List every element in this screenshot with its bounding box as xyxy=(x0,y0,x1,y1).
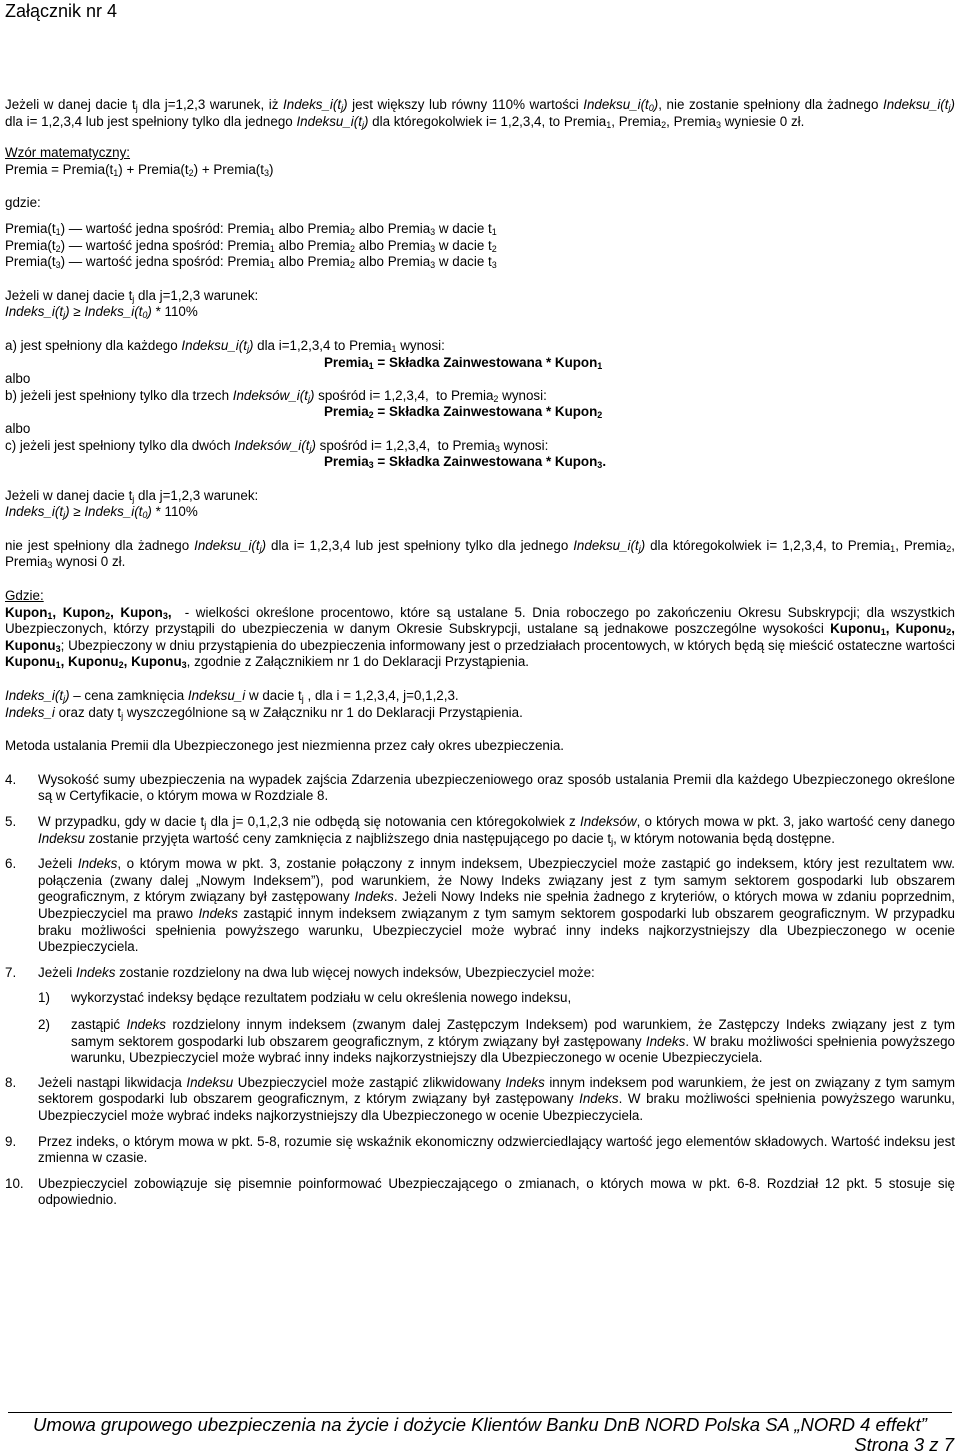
paragraph-kupony: Kupon$_1$, Kupon$_2$, Kupon$_3$, - wielkości określone procentowo, które są ustalane 5. Dnia roboczego po zakończeniu Okresu Subskrypcji; dla wszystkich Ubezpieczonych, którzy przystąpili do ubezpieczenia w danym Okresie Subskrypcji, ustalane są jednakowe poszczególne wysokości Kuponu$_1$, Kuponu$_2$, Kuponu$_3$; Ubezpieczony w dniu przystąpienia do ubezpieczenia informowany jest o przedziałach procentowych, w których będą się mieścić ostateczne wartości Kuponu$_1$, Kuponu$_2$, Kuponu$_3$, zgodnie z Załącznikiem nr 1 do Deklaracji Przystąpienia. xyxy=(5,604,955,671)
list-item-8 xyxy=(5,1075,955,1125)
case-b: b) jeżeli jest spełniony tylko dla trzech $Indeksów\_i(t_j)$ spośród i= 1,2,3,4, to Premia$_2$ wynosi: xyxy=(5,387,547,404)
list-item-number: 5. xyxy=(5,814,17,829)
list-item-10 xyxy=(5,1176,955,1209)
list-item-9 xyxy=(5,1134,955,1167)
list-item-7 xyxy=(5,965,955,982)
definition-premia-t2: $Premia(t_2)$ — wartość jedna spośród: Premia$_1$ albo Premia$_2$ albo Premia$_3$ w dacie $t_2$ xyxy=(5,237,497,254)
document-body xyxy=(5,97,955,1218)
albo-2: albo xyxy=(5,420,31,436)
definition-premia-t3: $Premia(t_3)$ — wartość jedna spośród: Premia$_1$ albo Premia$_2$ albo Premia$_3$ w dacie $t_3$ xyxy=(5,254,497,271)
sub-item-text: zastąpić Indeks rozdzielony innym indeksem (zwanym dalej Zastępczym Indeksem) pod warunkiem, że Zastępczy Indeks związany jest z tym samym sektorem gospodarki lub obszarem geograficznym, z którym związany był zastępowany Indeks. W braku możliwości spełnienia powyższego warunku, Ubezpieczyciel może wybrać inny indeks najkorzystniejszy dla Ubezpieczonego w ocenie Ubezpieczyciela. xyxy=(71,1016,956,1066)
gdzie-label: gdzie: xyxy=(5,195,41,211)
paragraph-metoda: Metoda ustalania Premii dla Ubezpieczonego jest niezmienna przez cały okres ubezpieczenia. xyxy=(5,738,564,754)
paragraph-indeks-dates: Indeks_i oraz daty $t_j$ wyszczególnione są w Załączniku nr 1 do Deklaracji Przystąpienia. xyxy=(5,704,523,721)
list-item-text: Jeżeli Indeks, o którym mowa w pkt. 3, zostanie połączony z innym indeksem, Ubezpieczyciel może zastąpić go indeksem, który jest rezultatem ww. połączenia (zwany dalej „Nowym Indeksem”), pod warunkiem, że Nowy Indeks związany jest z tym samym sektorem gospodarki lub obszarem geograficznym, z którym związany był zastępowany Indeks. Jeżeli Nowy Indeks nie spełnia żadnego z kryteriów, o których mowa w zdaniu poprzednim, Ubezpieczyciel ma prawo Indeks zastąpić innym indeksem związanym z tym samym sektorem gospodarki lub obszarem geograficznym. W przypadku braku możliwości spełnienia powyższego warunku, Ubezpieczyciel może wybrać inny indeks najkorzystniejszy dla Ubezpieczonego w ocenie Ubezpieczyciela. xyxy=(38,856,955,955)
paragraph-not-met: nie jest spełniony dla żadnego $Indeksu\_i(t_j)$ dla i= 1,2,3,4 lub jest spełniony tylko dla jednego $Indeksu\_i(t_j)$ dla któregokolwiek i= 1,2,3,4, to Premia$_1$, Premia$_2$, Premia$_3$ wynosi 0 zł. xyxy=(5,537,955,571)
list-item-text: Jeżeli Indeks zostanie rozdzielony na dwa lub więcej nowych indeksów, Ubezpieczyciel może: xyxy=(38,964,595,980)
list-item-number: 9. xyxy=(5,1133,17,1149)
albo-1: albo xyxy=(5,371,31,387)
formula-heading: Wzór matematyczny: xyxy=(5,145,131,161)
footer-document-title: Umowa grupowego ubezpieczenia na życie i dożycie Klientów Banku DnB NORD Polska SA „NORD 4 effekt” xyxy=(33,1414,927,1435)
sub-item-2 xyxy=(5,1017,955,1067)
list-item-number: 8. xyxy=(5,1074,17,1090)
sub-item-number: 2) xyxy=(38,1016,50,1032)
list-item-text: W przypadku, gdy w dacie $t_j$ dla j= 0,1,2,3 nie odbędą się notowania cen któregokolwiek z Indeksów, o których mowa w pkt. 3, jako wartość ceny danego Indeksu zostanie przyjęta wartość ceny zamknięcia z najbliższego dnia następującego po dacie $t_j$, w którym notowania będą dostępne. xyxy=(38,814,955,847)
premia3-formula: Premia$_3$ = Składka Zainwestowana * Kupon$_3$. xyxy=(324,454,607,471)
premia1-formula: Premia$_1$ = Składka Zainwestowana * Kupon$_1$ xyxy=(324,354,603,371)
definition-premia-t1: $Premia(t_1)$ — wartość jedna spośród: Premia$_1$ albo Premia$_2$ albo Premia$_3$ w dacie $t_1$ xyxy=(5,220,497,237)
page-header-title: Załącznik nr 4 xyxy=(5,1,118,21)
footer-page-number: Strona 3 z 7 xyxy=(854,1434,954,1455)
gdzie-label-2: Gdzie: xyxy=(5,588,44,604)
footer-divider xyxy=(8,1412,952,1413)
premia2-formula: Premia$_2$ = Składka Zainwestowana * Kupon$_2$ xyxy=(324,404,603,421)
list-item-4 xyxy=(5,772,955,805)
list-item-6 xyxy=(5,856,955,956)
list-item-number: 10. xyxy=(5,1175,24,1191)
list-item-number: 6. xyxy=(5,856,17,872)
premia-formula: Premia = $Premia(t_1)$ + $Premia(t_2)$ + $Premia(t_3)$ xyxy=(5,161,274,178)
sub-item-text: wykorzystać indeksy będące rezultatem podziału w celu określenia nowego indeksu, xyxy=(71,990,572,1006)
list-item-text: Ubezpieczyciel zobowiązuje się pisemnie poinformować Ubezpieczającego o zmianach, o których mowa w pkt. 6-8. Rozdział 12 pkt. 5 stosuje się odpowiednio. xyxy=(38,1175,955,1208)
list-item-text: Wysokość sumy ubezpieczenia na wypadek zajścia Zdarzenia ubezpieczeniowego oraz sposób ustalania Premii dla każdego Ubezpieczonego określone są w Certyfikacie, o którym mowa w Rozdziale 8. xyxy=(38,771,955,804)
case-c: c) jeżeli jest spełniony tylko dla dwóch $Indeksów\_i(t_j)$ spośród i= 1,2,3,4, to Premia$_3$ wynosi: xyxy=(5,437,549,454)
paragraph-indeks-def: $Indeks\_i(t_j)$ – cena zamknięcia Indeksu_i w dacie $t_j$ , dla i = 1,2,3,4, j=0,1,2,3. xyxy=(5,688,459,705)
sub-item-number: 1) xyxy=(38,990,50,1006)
list-item-number: 7. xyxy=(5,964,17,980)
condition-heading-2: Jeżeli w danej dacie $t_j$ dla j=1,2,3 warunek: xyxy=(5,487,259,504)
sub-item-1 xyxy=(5,990,955,1007)
list-item-text: Jeżeli nastąpi likwidacja Indeksu Ubezpieczyciel może zastąpić zlikwidowany Indeks innym indeksem pod warunkiem, że jest on związany z tym samym sektorem gospodarki lub obszarem geograficznym, z którym związany był zastępowany Indeks. W braku możliwości spełnienia powyższego warunku, Ubezpieczyciel może wybrać indeks najkorzystniejszy dla Ubezpieczonego w ocenie Ubezpieczyciela. xyxy=(38,1074,956,1123)
condition-formula-2: $Indeks\_i(t_j)$ ≥ $Indeks\_i(t_0) * 110\%$ xyxy=(5,504,198,521)
list-item-5 xyxy=(5,814,955,847)
condition-heading-1: Jeżeli w danej dacie $t_j$ dla j=1,2,3 warunek: xyxy=(5,287,259,304)
paragraph-intro: Jeżeli w danej dacie $t_j$ dla j=1,2,3 warunek, iż $Indeks\_i(t_j)$ jest większy lub równy 110% wartości $Indeksu\_i(t_0)$, nie zostanie spełniony dla żadnego $Indeksu\_i(t_j)$ dla i= 1,2,3,4 lub jest spełniony tylko dla jednego $Indeksu\_i(t_j)$ dla któregokolwiek i= 1,2,3,4, to Premia$_1$, Premia$_2$, Premia$_3$ wyniesie 0 zł. xyxy=(5,97,955,130)
list-item-text: Przez indeks, o którym mowa w pkt. 5-8, rozumie się wskaźnik ekonomiczny odzwierciedlający wartość jego elementów składowych. Wartość indeksu jest zmienna w czasie. xyxy=(38,1133,955,1166)
case-a: a) jest spełniony dla każdego $Indeksu\_i(t_j)$ dla i=1,2,3,4 to Premia$_1$ wynosi: xyxy=(5,337,445,354)
condition-formula-1: $Indeks\_i(t_j)$ ≥ $Indeks\_i(t_0) * 110\%$ xyxy=(5,304,198,321)
list-item-number: 4. xyxy=(5,771,17,787)
